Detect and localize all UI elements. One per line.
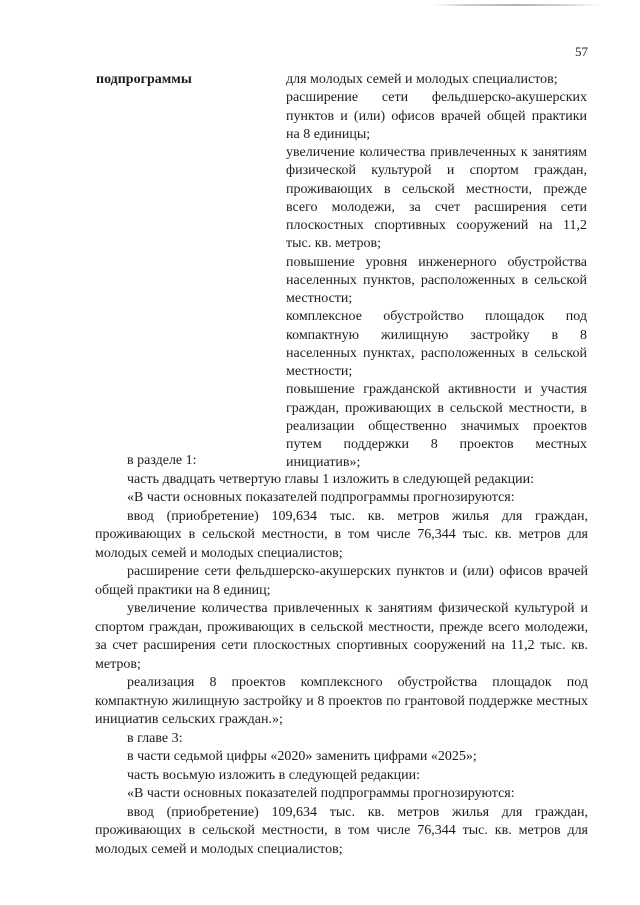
body-paragraph: ввод (приобретение) 109,634 тыс. кв. метров жилья для граждан, проживающих в сельской местности, в том числе 76,344 тыс. кв. метров для молодых семей и молодых специалистов; [95, 804, 588, 857]
table-cell-paragraph: для молодых семей и молодых специалистов; [286, 72, 558, 87]
table-cell-paragraph: повышение уровня инженерного обустройства населенных пунктов, расположенных в сельской местности; [286, 254, 587, 306]
table-cell-paragraph: повышение гражданской активности и участия граждан, проживающих в сельской местности, в реализации общественно значимых проектов путем поддержки 8 проектов местных инициатив»; [286, 382, 587, 471]
body-paragraph: «В части основных показателей подпрограммы прогнозируются: [127, 786, 515, 801]
body-paragraph: реализация 8 проектов комплексного обустройства площадок под компактную жилищную застройку и 8 проектов по грантовой поддержке местных инициатив сельских граждан.»; [95, 675, 588, 727]
page-number: 57 [575, 44, 588, 59]
table-cell-paragraph: увеличение количества привлеченных к занятиям физической культурой и спортом граждан, проживающих в сельской местности, прежде всего молодежи, за счет расширения сети плоскостных спортивных сооружений на 11,2 тыс. кв. метров; [286, 145, 587, 252]
body-paragraph: «В части основных показателей подпрограммы прогнозируются: [127, 490, 515, 505]
body-paragraph: в разделе 1: [127, 453, 197, 468]
body-paragraph: расширение сети фельдшерско-акушерских пунктов и (или) офисов врачей общей практики на 8 единиц; [95, 564, 588, 598]
body-paragraph: увеличение количества привлеченных к занятиям физической культурой и спортом граждан, проживающих в сельской местности, прежде всего молодежи, за счет расширения сети плоскостных спортивных сооружений на 11,2 тыс. кв. метров; [95, 601, 588, 672]
table-row-label: подпрограммы [96, 72, 192, 87]
table-cell-content [286, 71, 587, 473]
body-paragraph: часть восьмую изложить в следующей редакции: [127, 767, 421, 783]
table-cell-paragraph: расширение сети фельдшерско-акушерских пунктов и (или) офисов врачей общей практики на 8 единицы; [286, 90, 587, 142]
scan-artifact [432, 4, 602, 6]
body-paragraph: часть двадцать четвертую главы 1 изложить в следующей редакции: [127, 471, 535, 487]
document-body [95, 452, 588, 859]
body-paragraph: ввод (приобретение) 109,634 тыс. кв. метров жилья для граждан, проживающих в сельской местности, в том числе 76,344 тыс. кв. метров для молодых семей и молодых специалистов; [95, 508, 588, 561]
body-paragraph: в части седьмой цифры «2020» заменить цифрами «2025»; [127, 749, 477, 764]
table-cell-paragraph: комплексное обустройство площадок под компактную жилищную застройку в 8 населенных пунктах, расположенных в сельской местности; [286, 309, 587, 379]
body-paragraph: в главе 3: [127, 730, 183, 746]
